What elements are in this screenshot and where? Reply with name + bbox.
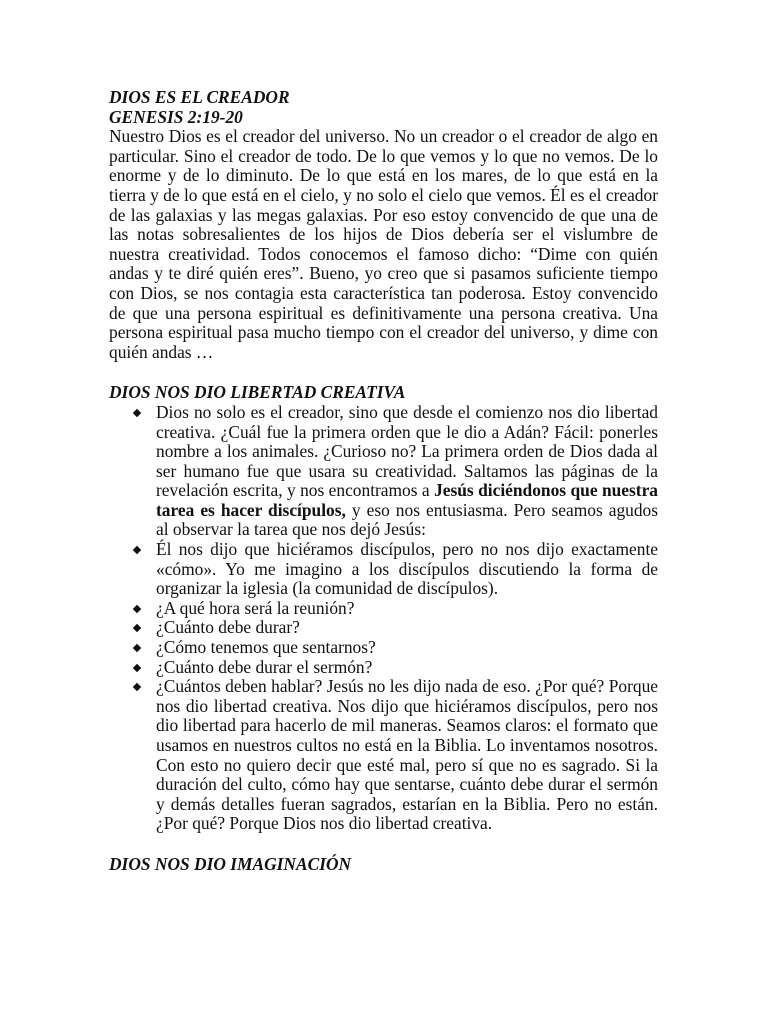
list-item-text: ¿Cuánto debe durar? <box>156 617 300 638</box>
list-item <box>109 599 658 619</box>
section-spacer <box>109 362 658 383</box>
list-item-text: ¿Cuántos deben hablar? Jesús no les dijo nada de eso. ¿Por qué? Porque nos dio libertad creativa. Nos dijo que hiciéramos discípulos, pero nos dio libertad para hacerlo de mil maneras. Seamos claros: el formato que usamos en nuestros cultos no está en la Biblia. Lo inventamos nosotros. Con esto no quiero decir que esté mal, pero sí que no es sagrado. Si la duración del culto, cómo hay que sentarse, cuánto debe durar el sermón y demás detalles fueran sagrados, estarían en la Biblia. Pero no están. ¿Por qué? Porque Dios nos dio libertad creativa. <box>156 676 658 834</box>
diamond-bullet-icon <box>133 663 141 671</box>
list-item-text: Dios no solo es el creador, sino que desde el comienzo nos dio libertad creativa. ¿Cuál fue la primera orden que le dio a Adán? Fácil: ponerles nombre a los animales. ¿Curioso no? La primera orden de Dios dada al ser humano fue que usara su creatividad. Saltamos las páginas de la revelación escrita, y nos encontramos a <box>156 401 658 501</box>
section-title-creative-freedom: DIOS NOS DIO LIBERTAD CREATIVA <box>109 382 406 403</box>
list-item-text: ¿Cómo tenemos que sentarnos? <box>156 637 376 658</box>
diamond-bullet-icon <box>133 624 141 632</box>
list-item-text: y eso nos entusiasma. Pero seamos agudos al observar la tarea que nos dejó Jesús: <box>156 499 658 540</box>
section-title-creator: DIOS ES EL CREADOR <box>109 87 290 107</box>
list-item-bold-text: Jesús diciéndonos que nuestra tarea es hacer discípulos, <box>156 480 658 520</box>
diamond-bullet-icon <box>133 683 141 691</box>
list-item <box>109 658 658 678</box>
section-title-imagination: DIOS NOS DIO IMAGINACIÓN <box>109 853 352 874</box>
document-content <box>109 88 658 875</box>
list-item-text: ¿A qué hora será la reunión? <box>156 597 355 618</box>
list-item <box>109 403 658 540</box>
diamond-bullet-icon <box>133 409 141 417</box>
paragraph-creator: Nuestro Dios es el creador del universo. No un creador o el creador de algo en particular. Sino el creador de todo. De lo que vemos y lo que no vemos. De lo enorme y de lo diminuto. De lo que está en los mares, de lo que está en la tierra y de lo que está en el cielo, y no solo el cielo que vemos. Él es el creador de las galaxias y las megas galaxias. Por eso estoy convencido de que una de las notas sobresalientes de los hijos de Dios debería ser el vislumbre de nuestra creatividad. Todos conocemos el famoso dicho: “Dime con quién andas y te diré quién eres”. Bueno, yo creo que si pasamos suficiente tiempo con Dios, se nos contagia esta característica tan poderosa. Estoy convencido de que una persona espiritual es definitivamente una persona creativa. Una persona espiritual pasa mucho tiempo con el creador del universo, y dime con quién andas … <box>109 126 658 362</box>
diamond-bullet-icon <box>133 546 141 554</box>
list-item-text: Él nos dijo que hiciéramos discípulos, pero no nos dijo exactamente «cómo». Yo me imagino a los discípulos discutiendo la forma de organizar la iglesia (la comunidad de discípulos). <box>156 539 658 599</box>
scripture-reference: GENESIS 2:19-20 <box>109 106 243 127</box>
list-item-text: ¿Cuánto debe durar el sermón? <box>156 656 373 677</box>
list-item <box>109 638 658 658</box>
list-item <box>109 540 658 599</box>
list-item <box>109 618 658 638</box>
diamond-bullet-icon <box>133 644 141 652</box>
bullet-list <box>109 403 658 834</box>
section-spacer <box>109 834 658 855</box>
list-item <box>109 677 658 834</box>
diamond-bullet-icon <box>133 605 141 613</box>
